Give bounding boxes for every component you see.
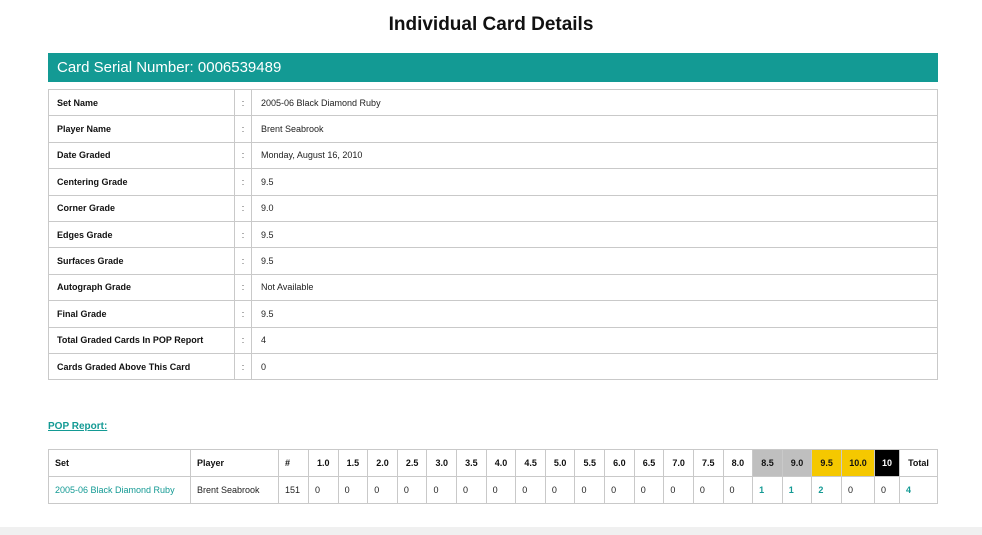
pop-count-cell: 0 (693, 477, 723, 504)
pop-header-grade: 5.5 (575, 450, 605, 477)
detail-value: 9.5 (252, 301, 938, 327)
pop-header-grade: 8.0 (723, 450, 753, 477)
detail-colon: : (235, 221, 252, 247)
pop-header-total: Total (900, 450, 938, 477)
pop-count-link[interactable]: 2 (818, 485, 824, 495)
detail-label: Cards Graded Above This Card (49, 353, 235, 379)
detail-colon: : (235, 353, 252, 379)
detail-value: Brent Seabrook (252, 116, 938, 142)
detail-row-autograph-grade (49, 274, 938, 300)
pop-header-grade: 6.0 (605, 450, 635, 477)
pop-count-cell: 0 (875, 477, 900, 504)
pop-header-grade: 8.5 (753, 450, 783, 477)
pop-header-player: Player (191, 450, 279, 477)
detail-value: 9.0 (252, 195, 938, 221)
detail-row-surfaces-grade (49, 248, 938, 274)
detail-value: 0 (252, 353, 938, 379)
pop-header-grade: 10.0 (842, 450, 875, 477)
detail-label: Final Grade (49, 301, 235, 327)
detail-row-total-graded (49, 327, 938, 353)
detail-colon: : (235, 248, 252, 274)
detail-colon: : (235, 90, 252, 116)
pop-report-link[interactable]: POP Report: (48, 421, 108, 432)
detail-row-edges-grade (49, 221, 938, 247)
detail-label: Total Graded Cards In POP Report (49, 327, 235, 353)
pop-count-cell: 0 (545, 477, 575, 504)
detail-label: Autograph Grade (49, 274, 235, 300)
detail-label: Surfaces Grade (49, 248, 235, 274)
detail-row-set-name (49, 90, 938, 116)
pop-header-grade: 2.5 (397, 450, 427, 477)
pop-player-cell: Brent Seabrook (191, 477, 279, 504)
pop-count-cell: 0 (516, 477, 546, 504)
detail-row-final-grade (49, 301, 938, 327)
card-details-table (48, 89, 938, 380)
detail-row-centering-grade (49, 169, 938, 195)
pop-count-cell: 0 (368, 477, 398, 504)
pop-header-grade: 2.0 (368, 450, 398, 477)
pop-header-grade: 9.5 (812, 450, 842, 477)
pop-count-cell: 0 (486, 477, 516, 504)
pop-number-cell: 151 (279, 477, 309, 504)
pop-count-cell: 0 (575, 477, 605, 504)
detail-colon: : (235, 195, 252, 221)
pop-report-table (48, 449, 938, 504)
pop-count-link[interactable]: 1 (788, 485, 794, 495)
card-serial-header: Card Serial Number: 0006539489 (48, 53, 938, 82)
pop-count-cell: 0 (723, 477, 753, 504)
detail-label: Player Name (49, 116, 235, 142)
detail-colon: : (235, 142, 252, 168)
detail-label: Edges Grade (49, 221, 235, 247)
detail-colon: : (235, 327, 252, 353)
pop-total-cell (900, 477, 938, 504)
pop-count-cell: 0 (634, 477, 664, 504)
detail-colon: : (235, 274, 252, 300)
pop-header-grade: 3.5 (457, 450, 487, 477)
pop-total-link[interactable]: 4 (906, 485, 912, 495)
detail-value: 9.5 (252, 248, 938, 274)
pop-count-link[interactable]: 1 (759, 485, 765, 495)
detail-label: Set Name (49, 90, 235, 116)
pop-header-grade: 1.5 (338, 450, 368, 477)
pop-header-grade: 4.0 (486, 450, 516, 477)
page-title: Individual Card Details (388, 14, 594, 35)
pop-count-cell: 0 (397, 477, 427, 504)
footer-divider (0, 527, 982, 535)
detail-value: 4 (252, 327, 938, 353)
pop-header-grade: 10 (875, 450, 900, 477)
pop-header-grade: 7.0 (664, 450, 694, 477)
pop-count-cell: 0 (664, 477, 694, 504)
detail-row-player-name (49, 116, 938, 142)
pop-count-cell: 0 (338, 477, 368, 504)
pop-header-grade: 3.0 (427, 450, 457, 477)
detail-value: 9.5 (252, 169, 938, 195)
pop-header-grade: 9.0 (782, 450, 812, 477)
pop-header-grade: 4.5 (516, 450, 546, 477)
detail-row-date-graded (49, 142, 938, 168)
detail-value: Not Available (252, 274, 938, 300)
detail-colon: : (235, 169, 252, 195)
pop-data-row (49, 477, 938, 504)
pop-header-set: Set (49, 450, 191, 477)
pop-count-cell-8.5 (753, 477, 783, 504)
pop-set-link[interactable]: 2005-06 Black Diamond Ruby (55, 485, 175, 495)
detail-label: Corner Grade (49, 195, 235, 221)
pop-header-grade: 6.5 (634, 450, 664, 477)
detail-label: Date Graded (49, 142, 235, 168)
pop-set-cell (49, 477, 191, 504)
detail-colon: : (235, 116, 252, 142)
pop-count-cell-9.5 (812, 477, 842, 504)
detail-value: 2005-06 Black Diamond Ruby (252, 90, 938, 116)
pop-header-number: # (279, 450, 309, 477)
pop-count-cell-9.0 (782, 477, 812, 504)
pop-count-cell: 0 (605, 477, 635, 504)
pop-header-grade: 5.0 (545, 450, 575, 477)
pop-header-row (49, 450, 938, 477)
pop-header-grade: 1.0 (309, 450, 339, 477)
pop-count-cell: 0 (309, 477, 339, 504)
pop-count-cell: 0 (427, 477, 457, 504)
detail-row-graded-above (49, 353, 938, 379)
detail-label: Centering Grade (49, 169, 235, 195)
detail-value: 9.5 (252, 221, 938, 247)
pop-count-cell: 0 (457, 477, 487, 504)
detail-row-corner-grade (49, 195, 938, 221)
detail-value: Monday, August 16, 2010 (252, 142, 938, 168)
pop-count-cell: 0 (842, 477, 875, 504)
detail-colon: : (235, 301, 252, 327)
pop-header-grade: 7.5 (693, 450, 723, 477)
